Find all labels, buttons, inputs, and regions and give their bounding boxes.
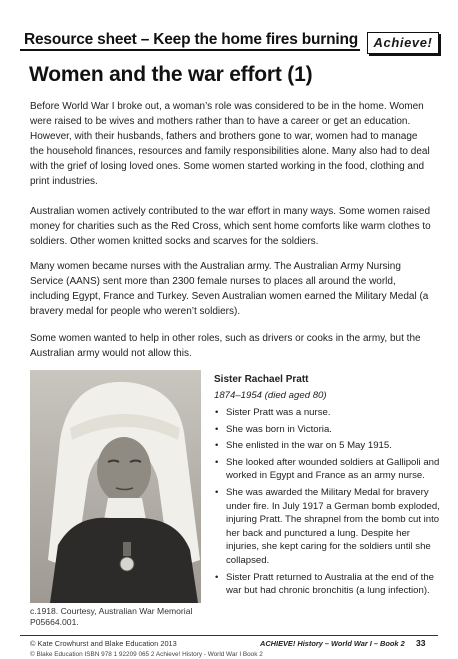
list-item: • She was awarded the Military Medal for bravery under fire. In July 1917 a German bomb exploded, injuring Pratt. The shrapnel from the bomb cut into her back and punctured a lung. Despite her injuries, she kept caring for the soldiers until she collapsed. bbox=[214, 486, 440, 568]
profile-name: Sister Rachael Pratt bbox=[214, 374, 309, 385]
footer-copyright: © Kate Crowhurst and Blake Education 2013 bbox=[30, 639, 177, 648]
footer-book-title: ACHIEVE! History – World War I – Book 2 bbox=[260, 639, 405, 648]
footer-divider bbox=[20, 635, 438, 636]
photo-caption: c.1918. Courtesy, Australian War Memorial P05664.001. bbox=[30, 606, 193, 627]
profile-dates: 1874–1954 (died aged 80) bbox=[214, 390, 327, 401]
header-divider bbox=[20, 49, 360, 51]
paragraph-charity: Australian women actively contributed to the war effort in many ways. Some women raised money for charities such as the Red Cross, which sent home comforts like warm clothes to soldiers. Other women knitted socks and scarves for the soldiers. bbox=[30, 206, 431, 247]
footer-isbn: © Blake Education ISBN 978 1 92209 065 2 Achieve! History - World War I Book 2 bbox=[30, 651, 263, 658]
portrait-illustration bbox=[30, 370, 201, 603]
page-title: Women and the war effort (1) bbox=[29, 63, 313, 86]
paragraph-other-roles: Some women wanted to help in other roles, such as drivers or cooks in the army, but the Australian army would not allow this. bbox=[30, 333, 421, 359]
resource-sheet-title: Resource sheet – Keep the home fires burning bbox=[24, 31, 359, 48]
achieve-badge: Achieve! bbox=[367, 32, 439, 54]
list-item: • She looked after wounded soldiers at Gallipoli and worked in Egypt and France as an army nurse. bbox=[214, 456, 440, 483]
profile-facts-list bbox=[214, 406, 440, 601]
list-item: • Sister Pratt returned to Australia at the end of the war but had chronic bronchitis (a lung infection). bbox=[214, 571, 440, 598]
list-item: • Sister Pratt was a nurse. bbox=[214, 406, 440, 420]
nurse-portrait-photo bbox=[30, 370, 201, 603]
list-item: • She was born in Victoria. bbox=[214, 423, 440, 437]
paragraph-intro: Before World War I broke out, a woman’s role was considered to be in the home. Women were raised to be wives and mothers rather than to have a career or get an education. However, with their husbands, fathers and brothers gone to war, women had to manage the household finances, resources and family responsibilities alone. Many also had to deal with the grief of losing loved ones. Some women started working in the food, clothing and print industries. bbox=[30, 101, 430, 187]
list-item: • She enlisted in the war on 5 May 1915. bbox=[214, 439, 440, 453]
page-number: 33 bbox=[416, 638, 426, 648]
paragraph-nurses: Many women became nurses with the Australian army. The Australian Army Nursing Service (AANS) sent more than 2300 female nurses to places all around the world, including Egypt, France and Turkey. Seven Australian women earned the Military Medal (a bravery medal for people who weren’t soldiers). bbox=[30, 261, 429, 317]
